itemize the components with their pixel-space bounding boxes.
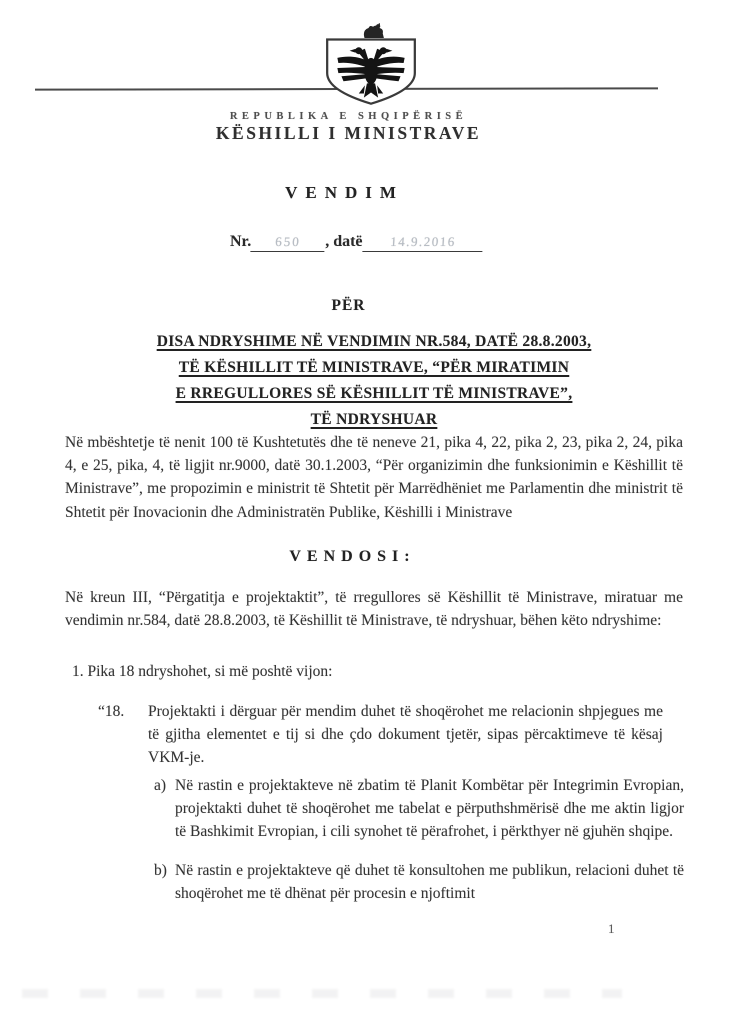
quoted-point-18 [98, 700, 663, 770]
nr-stamped-value: 650 [251, 233, 326, 252]
nr-label: Nr. [230, 233, 252, 250]
decision-title-line: DISA NDRYSHIME NË VENDIMIN NR.584, DATË 28.8.2003, [156, 333, 592, 350]
vendosi-heading: VENDOSI: [289, 548, 416, 565]
sub-item-b [154, 859, 684, 905]
intro-paragraph: Në kreun III, “Përgatitja e projektaktit”, të rregullores së Këshillit të Ministrave, miratuar me vendimin nr.584, datë 28.8.2003, të Këshillit të Ministrave, të ndryshuar, bëhen këto ndryshime: [65, 589, 683, 630]
decision-title-line: TË NDRYSHUAR [310, 411, 438, 428]
preamble-paragraph: Në mbështetje të nenit 100 të Kushtetutës dhe të neneve 21, pika 4, 22, pika 2, 23, pika 2, 24, pika 4, e 25, pika, 4, të ligjit nr.9000, datë 30.1.2003, “Për organizimin dhe funksionimin e Këshillit të Ministrave”, me propozimin e ministrit të Shtetit për Marrëdhëniet me Parlamentin dhe ministrit të Shtetit për Inovacionin dhe Administratën Publike, Këshilli i Ministrave [65, 434, 683, 521]
per-heading: PËR [331, 297, 366, 314]
decision-heading: VENDIM [285, 183, 404, 202]
sub-item-b-label: b) [154, 862, 167, 879]
sub-item-a-text: Në rastin e projektakteve në zbatim të Planit Kombëtar për Integrimin Evropian, projektakti duhet të shoqërohet me tabelat e përputhshmërisë dhe me aktin ligjor të Bashkimit Evropian, i cili synohet të përafrohet, i përkthyer në gjuhën shqipe. [175, 777, 684, 841]
decision-title [60, 329, 688, 433]
decision-number-date-row [230, 233, 483, 252]
scan-bleed-through-artifact [22, 989, 622, 998]
list-item-1: 1. Pika 18 ndryshohet, si më poshtë vijon: [72, 663, 333, 680]
decision-title-line: E RREGULLORES SË KËSHILLIT TË MINISTRAVE”, [175, 385, 573, 402]
date-label: , datë [325, 233, 363, 250]
header-council-title: KËSHILLI I MINISTRAVE [215, 123, 482, 143]
header-republic-title: REPUBLIKA E SHQIPËRISË [229, 111, 468, 122]
date-stamped-value: 14.9.2016 [362, 233, 483, 252]
sub-item-a-label: a) [154, 777, 167, 794]
sub-item-b-text: Në rastin e projektakteve që duhet të konsultohen me publikun, relacioni duhet të shoqërohet me të dhënat për procesin e njoftimit [175, 862, 684, 903]
decision-title-line: TË KËSHILLIT TË MINISTRAVE, “PËR MIRATIMIN [178, 359, 570, 376]
page-number: 1 [608, 921, 615, 936]
point-18-text: Projektakti i dërguar për mendim duhet të shoqërohet me relacionin shpjegues me të gjitha elementet e tij si dhe çdo dokument tjetër, sipas përcaktimeve të kësaj VKM-je. [148, 703, 663, 767]
albanian-eagle-icon [318, 22, 424, 108]
point-18-label: “18. [98, 703, 125, 720]
sub-item-a [154, 774, 684, 844]
